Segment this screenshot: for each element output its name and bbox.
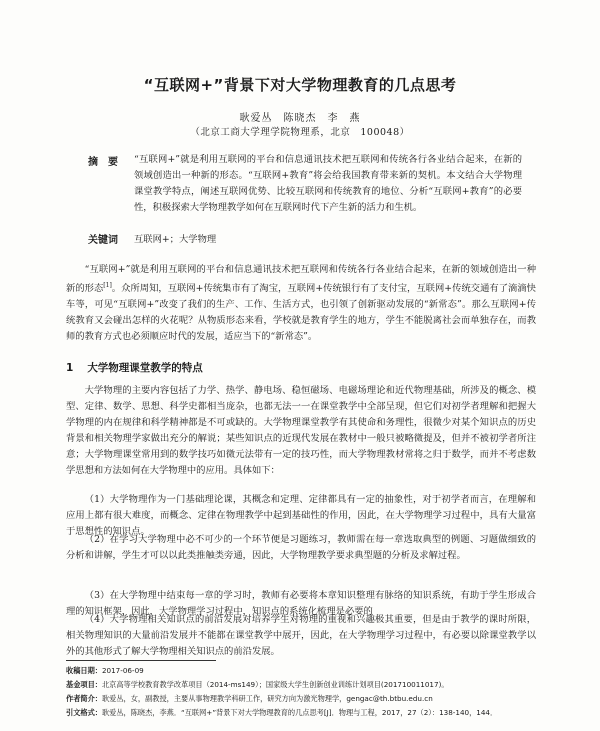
- intro-paragraph: [66, 262, 536, 346]
- section-title: 大学物理课堂教学的特点: [87, 362, 203, 374]
- section-item-3: （3）在大学物理中结束每一章的学习时，教师有必要将本章知识整理有脉络的知识系统，有助于学生形成合理的知识框架，因此，大学物理学习过程中，知识点的系统化梳理是必要的: [66, 590, 536, 618]
- intro-text-part2: 。众所周知，互联网+传统集市有了淘宝，互联网+传统银行有了支付宝，互联网+传统交通有了滴滴快车等，可见“互联网+”改变了我们的生产、工作、生活方式，也引领了创新驱动发展的“新常态”。那么互联网+传统教育又会碰出怎样的火花呢？从物质形态来看，学校就是教育学生的地方，学生不能脱离社会而单独存在，而教师的教育方式也必须顺应时代的发展，适应当下的“新常态”。: [66, 283, 536, 343]
- footnote-funding: 基金项目：北京高等学校教育教学改革项目（2014-ms149）；国家级大学生创新创业训练计划项目(201710011017)。: [66, 680, 449, 689]
- citation-marker: [1]: [103, 282, 112, 290]
- abstract-label: 摘 要: [88, 157, 118, 168]
- section-heading: [66, 360, 203, 375]
- intro-text-part1: “互联网+”就是利用互联网的平台和信息通讯技术把互联网和传统各行各业结合起来，在新的领域创造出一种新的形态: [66, 264, 536, 295]
- keywords-label: 关键词: [88, 235, 118, 246]
- paper-authors: 耿爱丛 陈晓杰 李 燕: [239, 113, 361, 124]
- footnote-divider: [66, 660, 216, 661]
- abstract-text: “互联网+”就是利用互联网的平台和信息通讯技术把互联网和传统各行各业结合起来，在新的领域创造出一种新的形态。“互联网+教育”将会给我国教育带来新的契机。本文结合大学物理课堂教学特点，阐述互联网优势、比较互联网和传统教育的地位、分析“互联网+教育”的必要性，积极探索大学物理教学如何在互联网时代下产生新的活力和生机。: [134, 154, 522, 214]
- section-number: 1: [66, 362, 74, 374]
- footnote-author-bio: 作者简介：耿爱丛，女，副教授，主要从事物理教学科研工作，研究方向为激光物理学，gengac@th.btbu.edu.cn: [66, 694, 433, 703]
- footnote-citation-format: 引文格式：耿爱丛，陈晓杰，李燕．“互联网+”背景下对大学物理教育的几点思考[J]．物理与工程，2017，27（2）：138-140，144．: [66, 708, 498, 717]
- section-item-2: （2）在学习大学物理中必不可少的一个环节便是习题练习，教师需在每一章选取典型的例题、习题做细致的分析和讲解，学生才可以以此类推触类旁通，因此，大学物理教学要求典型题的分析及求解过程。: [66, 534, 536, 562]
- footnote-received: 收稿日期：2017-06-09: [66, 666, 144, 675]
- section-paragraph: 大学物理的主要内容包括了力学、热学、静电场、稳恒磁场、电磁场理论和近代物理基础，所涉及的概念、模型、定律、数学、思想、科学史都相当庞杂，也都无法一一在课堂教学中全部呈现，但它们对初学者理解和把握大学物理的内在规律和科学精神都是不可或缺的。大学物理课堂教学有其使命和务理性，很微少对某个知识点的历史背景和相关物理学家做出充分的解说；某些知识点的近现代发展在教材中一般只被略微提及，但并不被初学者所注意；大学物理课堂常用到的数学技巧如微元法带有一定的技巧性，而大学物理教材常将之归于数学，而并不考虑数学思想和方法如何在大学物理中的应用。具体如下：: [66, 385, 536, 477]
- paper-affiliation: （北京工商大学理学院物理系，北京 100048）: [190, 127, 410, 138]
- keywords-text: 互联网+；大学物理: [134, 234, 217, 245]
- section-item-1: （1）大学物理作为一门基础理论课，其概念和定理、定律都具有一定的抽象性，对于初学者而言，在理解和应用上都有很大难度，而概念、定律在物理教学中起到基础性的作用，因此，在大学物理学习过程中，具有大量富于思想性的知识点。: [66, 494, 536, 538]
- paper-title: “互联网+”背景下对大学物理教育的几点思考: [143, 76, 457, 94]
- section-item-4: （4）大学物理相关知识点的前沿发展对培养学生对物理的重视和兴趣极其重要，但是由于教学的课时所限，相关物理知识的大量前沿发展并不能都在课堂教学中展开，因此，在大学物理学习过程中，有必要以除课堂教学以外的其他形式了解大学物理相关知识点的前沿发展。: [66, 614, 536, 658]
